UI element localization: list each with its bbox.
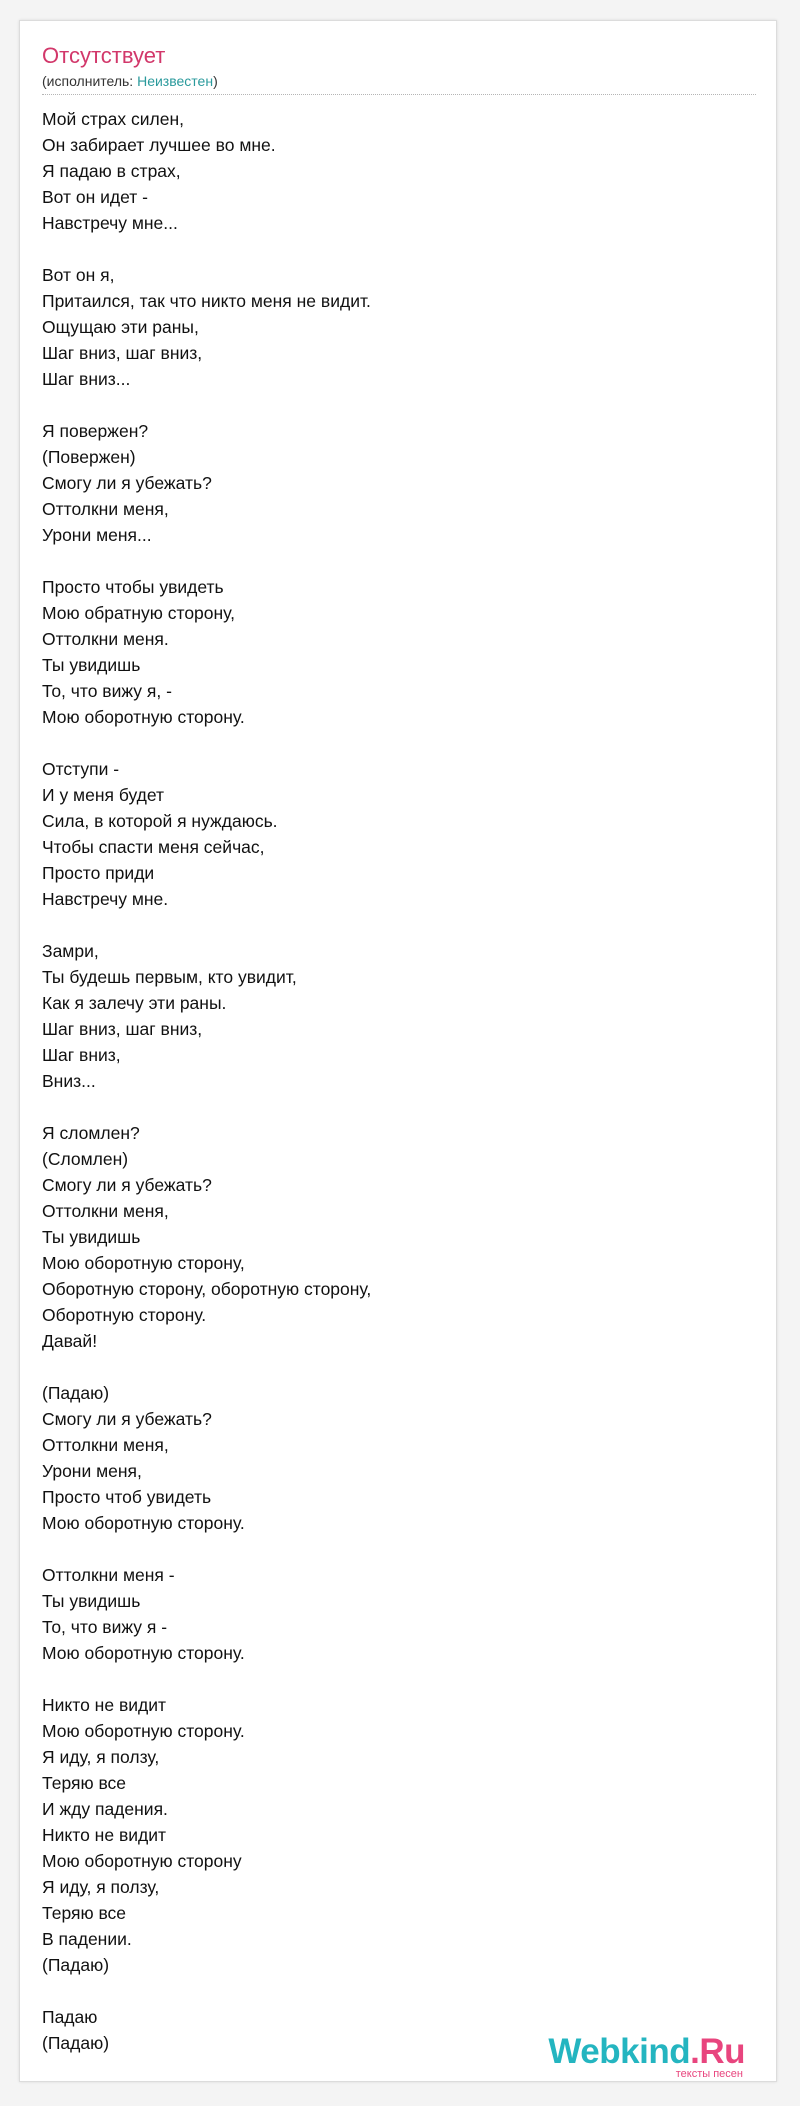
lyric-line: Просто приди bbox=[42, 863, 155, 883]
lyric-line: Никто не видит bbox=[42, 1825, 167, 1845]
lyric-line: Мою оборотную сторону. bbox=[42, 1513, 245, 1533]
logo-word-webkind: Webkind bbox=[548, 2032, 691, 2071]
lyric-line: Отступи - bbox=[42, 759, 120, 779]
lyric-line: Смогу ли я убежать? bbox=[42, 1409, 212, 1429]
lyric-blank-line bbox=[42, 548, 756, 574]
lyric-line: Вниз... bbox=[42, 1071, 96, 1091]
lyric-line: Оборотную сторону, оборотную сторону, bbox=[42, 1279, 372, 1299]
lyric-line: В падении. bbox=[42, 1929, 132, 1949]
lyric-line: Мою обратную сторону, bbox=[42, 603, 236, 623]
lyric-line: И жду падения. bbox=[42, 1799, 168, 1819]
lyric-blank-line bbox=[42, 1666, 756, 1692]
lyric-line: Ты увидишь bbox=[42, 655, 141, 675]
lyric-line: Оттолкни меня - bbox=[42, 1565, 175, 1585]
lyric-line: (Падаю) bbox=[42, 1955, 110, 1975]
lyric-line: Оттолкни меня. bbox=[42, 629, 169, 649]
lyric-line: Сила, в которой я нуждаюсь. bbox=[42, 811, 278, 831]
lyric-line: Никто не видит bbox=[42, 1695, 167, 1715]
logo-wordmark bbox=[548, 2032, 745, 2072]
lyric-blank-line bbox=[42, 1536, 756, 1562]
lyric-line: И у меня будет bbox=[42, 785, 165, 805]
lyric-line: Ощущаю эти раны, bbox=[42, 317, 199, 337]
lyric-line: Мою оборотную сторону, bbox=[42, 1253, 245, 1273]
lyric-line: Ты увидишь bbox=[42, 1227, 141, 1247]
lyric-line: (Сломлен) bbox=[42, 1149, 129, 1169]
lyrics-card bbox=[19, 20, 777, 2082]
lyric-line: Ты будешь первым, кто увидит, bbox=[42, 967, 297, 987]
lyric-line: Вот он я, bbox=[42, 265, 115, 285]
lyric-line: Оборотную сторону. bbox=[42, 1305, 207, 1325]
lyric-line: Урони меня... bbox=[42, 525, 152, 545]
lyric-line: Шаг вниз... bbox=[42, 369, 131, 389]
lyric-line: (Повержен) bbox=[42, 447, 136, 467]
lyric-line: Я иду, я ползу, bbox=[42, 1747, 160, 1767]
lyric-line: Притаился, так что никто меня не видит. bbox=[42, 291, 371, 311]
site-logo[interactable] bbox=[548, 2032, 753, 2082]
artist-line bbox=[42, 72, 218, 90]
lyric-line: Мою оборотную сторону. bbox=[42, 1721, 245, 1741]
lyric-line: Ты увидишь bbox=[42, 1591, 141, 1611]
lyric-line: Шаг вниз, шаг вниз, bbox=[42, 1019, 203, 1039]
lyric-blank-line bbox=[42, 1094, 756, 1120]
lyric-line: Я повержен? bbox=[42, 421, 149, 441]
lyrics-body bbox=[42, 106, 756, 2056]
lyric-line: Замри, bbox=[42, 941, 99, 961]
lyric-blank-line bbox=[42, 730, 756, 756]
lyric-line: Мою оборотную сторону bbox=[42, 1851, 242, 1871]
lyric-blank-line bbox=[42, 236, 756, 262]
lyric-line: Давай! bbox=[42, 1331, 98, 1351]
lyric-line: Падаю bbox=[42, 2007, 98, 2027]
lyric-line: (Падаю) bbox=[42, 2033, 110, 2053]
lyric-line: (Падаю) bbox=[42, 1383, 110, 1403]
lyric-line: Он забирает лучшее во мне. bbox=[42, 135, 276, 155]
lyric-line: Мою оборотную сторону. bbox=[42, 707, 245, 727]
lyric-line: Чтобы спасти меня сейчас, bbox=[42, 837, 265, 857]
song-title: Отсутствует bbox=[42, 43, 166, 68]
lyric-blank-line bbox=[42, 1354, 756, 1380]
lyric-line: Мой страх силен, bbox=[42, 109, 184, 129]
lyric-line: Смогу ли я убежать? bbox=[42, 473, 212, 493]
lyric-line: Просто чтобы увидеть bbox=[42, 577, 224, 597]
lyric-line: Урони меня, bbox=[42, 1461, 142, 1481]
lyric-line: Я иду, я ползу, bbox=[42, 1877, 160, 1897]
lyric-line: Шаг вниз, шаг вниз, bbox=[42, 343, 203, 363]
logo-word-ru: .Ru bbox=[690, 2032, 745, 2071]
header-divider bbox=[42, 94, 756, 95]
lyric-blank-line bbox=[42, 912, 756, 938]
lyric-line: То, что вижу я - bbox=[42, 1617, 168, 1637]
lyric-line: То, что вижу я, - bbox=[42, 681, 172, 701]
lyric-line: Как я залечу эти раны. bbox=[42, 993, 227, 1013]
lyric-line: Теряю все bbox=[42, 1773, 127, 1793]
lyric-blank-line bbox=[42, 392, 756, 418]
lyric-line: Мою оборотную сторону. bbox=[42, 1643, 245, 1663]
logo-tagline: тексты песен bbox=[675, 2068, 743, 2080]
artist-link[interactable]: Неизвестен bbox=[137, 73, 214, 89]
lyric-line: Оттолкни меня, bbox=[42, 1435, 169, 1455]
artist-suffix: ) bbox=[213, 73, 218, 89]
lyric-line: Просто чтоб увидеть bbox=[42, 1487, 212, 1507]
lyric-line: Оттолкни меня, bbox=[42, 1201, 169, 1221]
lyric-line: Я сломлен? bbox=[42, 1123, 140, 1143]
lyric-blank-line bbox=[42, 1978, 756, 2004]
lyric-line: Оттолкни меня, bbox=[42, 499, 169, 519]
lyric-line: Я падаю в страх, bbox=[42, 161, 181, 181]
lyric-line: Шаг вниз, bbox=[42, 1045, 121, 1065]
artist-prefix: (исполнитель: bbox=[42, 73, 138, 89]
lyric-line: Навстречу мне... bbox=[42, 213, 178, 233]
lyric-line: Навстречу мне. bbox=[42, 889, 169, 909]
lyric-line: Смогу ли я убежать? bbox=[42, 1175, 212, 1195]
lyric-line: Теряю все bbox=[42, 1903, 127, 1923]
lyric-line: Вот он идет - bbox=[42, 187, 148, 207]
